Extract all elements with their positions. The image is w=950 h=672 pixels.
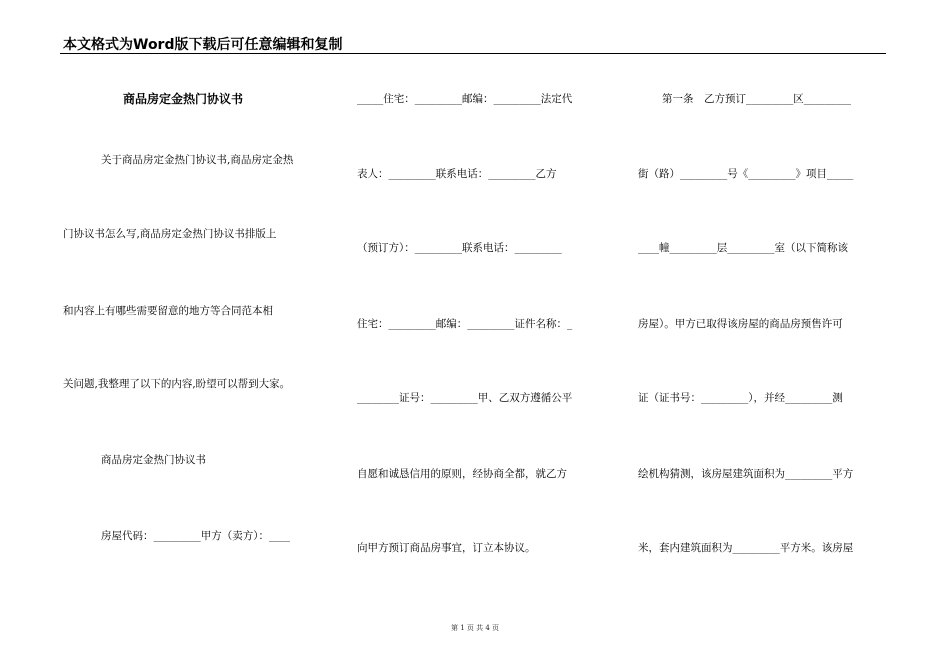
text-line: 房屋代码：_________甲方（卖方）：____ [101,530,290,542]
page-number: 第 1 页 共 4 页 [450,624,500,632]
text-line: 房屋）。甲方已取得该房屋的商品房预售许可 [638,318,843,330]
text-line: 关于商品房定金热门协议书,商品房定金热 [101,154,294,166]
text-line: 街（路）_________号《_________》项目_____ [638,168,854,180]
document-title: 商品房定金热门协议书 [123,92,244,106]
text-line: 自愿和诚恳信用的原则，经协商全都，就乙方 [357,468,567,480]
text-line: 和内容上有哪些需要留意的地方等合同范本相 [63,305,273,317]
text-line: 关问题,我整理了以下的内容,盼望可以帮到大家。 [63,378,291,390]
text-line: 第一条 乙方预订_________区_________ [662,93,851,105]
header-divider [60,53,886,54]
text-line: 证（证书号：_________），并经_________测 [638,392,843,404]
text-line: 向甲方预订商品房事宜，订立本协议。 [357,542,536,554]
text-line: 住宅：_________邮编：_________证件名称：_ [357,318,573,330]
document-header-title: 本文格式为Word版下载后可任意编辑和复制 [63,37,343,53]
text-line: 门协议书怎么写,商品房定金热门协议书排版上 [63,228,277,240]
text-line: _____住宅：_________邮编：_________法定代 [357,93,573,105]
section-heading: 商品房定金热门协议书 [101,454,206,466]
text-line: ____幢_________层_________室（以下简称该 [638,242,848,254]
text-line: ________证号：_________甲、乙双方遵循公平 [357,392,573,404]
text-line: 表人：_________联系电话：_________乙方 [357,168,557,180]
text-line: 绘机构猜测，该房屋建筑面积为_________平方 [638,468,854,480]
text-line: （预订方）：_________联系电话：_________ [357,242,562,254]
text-line: 米，套内建筑面积为_________平方米。该房屋 [638,542,854,554]
